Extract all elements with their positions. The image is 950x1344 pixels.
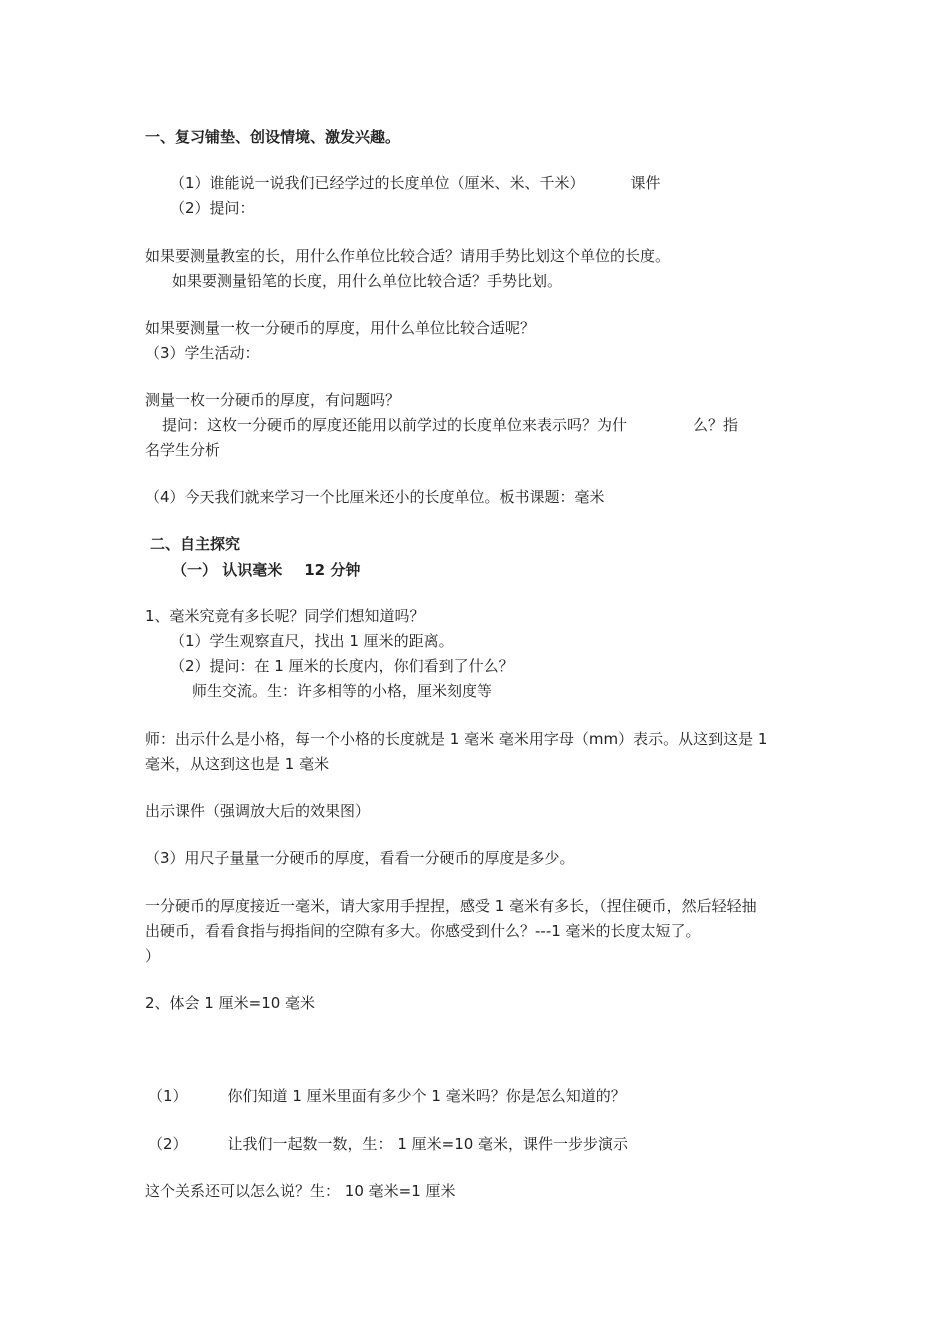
paragraph-ask: （2）提问： — [170, 199, 255, 217]
paragraph-classroom-length: 如果要测量教室的长，用什么作单位比较合适？请用手势比划这个单位的长度。 — [145, 247, 671, 265]
paragraph-introduce-mm: （4）今天我们就来学习一个比厘米还小的长度单位。板书课题：毫米 — [145, 488, 605, 506]
paragraph-units-question — [170, 173, 661, 193]
paragraph-pencil-length: 如果要测量铅笔的长度，用什么单位比较合适？手势比划。 — [172, 272, 563, 290]
courseware-label: 课件 — [630, 174, 661, 192]
question-1-text: 你们知道 1 厘米里面有多少个 1 毫米吗？你是怎么知道的？ — [227, 1087, 626, 1105]
subheading-duration: 12 分钟 — [304, 561, 361, 579]
paragraph-student-analysis: 名学生分析 — [145, 441, 221, 459]
paragraph-question-1 — [148, 1086, 626, 1106]
paragraph-coin-thickness: 如果要测量一枚一分硬币的厚度，用什么单位比较合适呢？ — [145, 319, 536, 337]
units-question-text: （1）谁能说一说我们已经学过的长度单位（厘米、米、千米） — [170, 174, 585, 192]
paragraph-cm-equals-mm: 2、体会 1 厘米=10 毫米 — [145, 994, 316, 1012]
paragraph-feel-mm-2: 出硬币，看看食指与拇指间的空隙有多大。你感受到什么？---1 毫米的长度太短了。 — [145, 922, 701, 940]
paragraph-teacher-show-2: 毫米，从这到这也是 1 毫米 — [145, 755, 330, 773]
ask-units-tail: 么？指 — [693, 416, 739, 434]
subheading-know-mm — [172, 560, 360, 580]
paragraph-ask-units — [162, 415, 738, 435]
paragraph-relation: 这个关系还可以怎么说？生： 10 毫米=1 厘米 — [145, 1182, 456, 1200]
paragraph-how-long-mm: 1、毫米究竟有多长呢？同学们想知道吗？ — [145, 607, 425, 625]
question-2-number: （2） — [148, 1135, 188, 1153]
question-2-text: 让我们一起数一数，生： 1 厘米=10 毫米，课件一步步演示 — [227, 1135, 629, 1153]
subheading-title: （一） 认识毫米 — [172, 561, 283, 579]
section-heading-2: 二、自主探究 — [150, 535, 241, 553]
section-heading-1: 一、复习铺垫、创设情境、激发兴趣。 — [145, 128, 401, 146]
paragraph-measure-coin: 测量一枚一分硬币的厚度，有问题吗？ — [145, 391, 401, 409]
paragraph-exchange: 师生交流。生：许多相等的小格，厘米刻度等 — [192, 682, 493, 700]
paragraph-question-2 — [148, 1134, 628, 1154]
paragraph-feel-mm-3: ） — [145, 947, 161, 965]
paragraph-observe-ruler: （1）学生观察直尺，找出 1 厘米的距离。 — [170, 632, 454, 650]
paragraph-what-seen: （2）提问：在 1 厘米的长度内，你们看到了什么？ — [170, 657, 514, 675]
paragraph-ruler-coin: （3）用尺子量量一分硬币的厚度，看看一分硬币的厚度是多少。 — [145, 849, 575, 867]
paragraph-student-activity: （3）学生活动： — [145, 344, 260, 362]
question-1-number: （1） — [148, 1087, 188, 1105]
paragraph-teacher-show-1: 师：出示什么是小格，每一个小格的长度就是 1 毫米 毫米用字母（mm）表示。从这到这是 1 — [145, 730, 768, 748]
ask-units-text: 提问：这枚一分硬币的厚度还能用以前学过的长度单位来表示吗？为什 — [162, 416, 628, 434]
paragraph-feel-mm-1: 一分硬币的厚度接近一毫米，请大家用手捏捏，感受 1 毫米有多长，（捏住硬币，然后轻轻抽 — [145, 897, 757, 915]
paragraph-courseware-zoom: 出示课件（强调放大后的效果图） — [145, 802, 371, 820]
